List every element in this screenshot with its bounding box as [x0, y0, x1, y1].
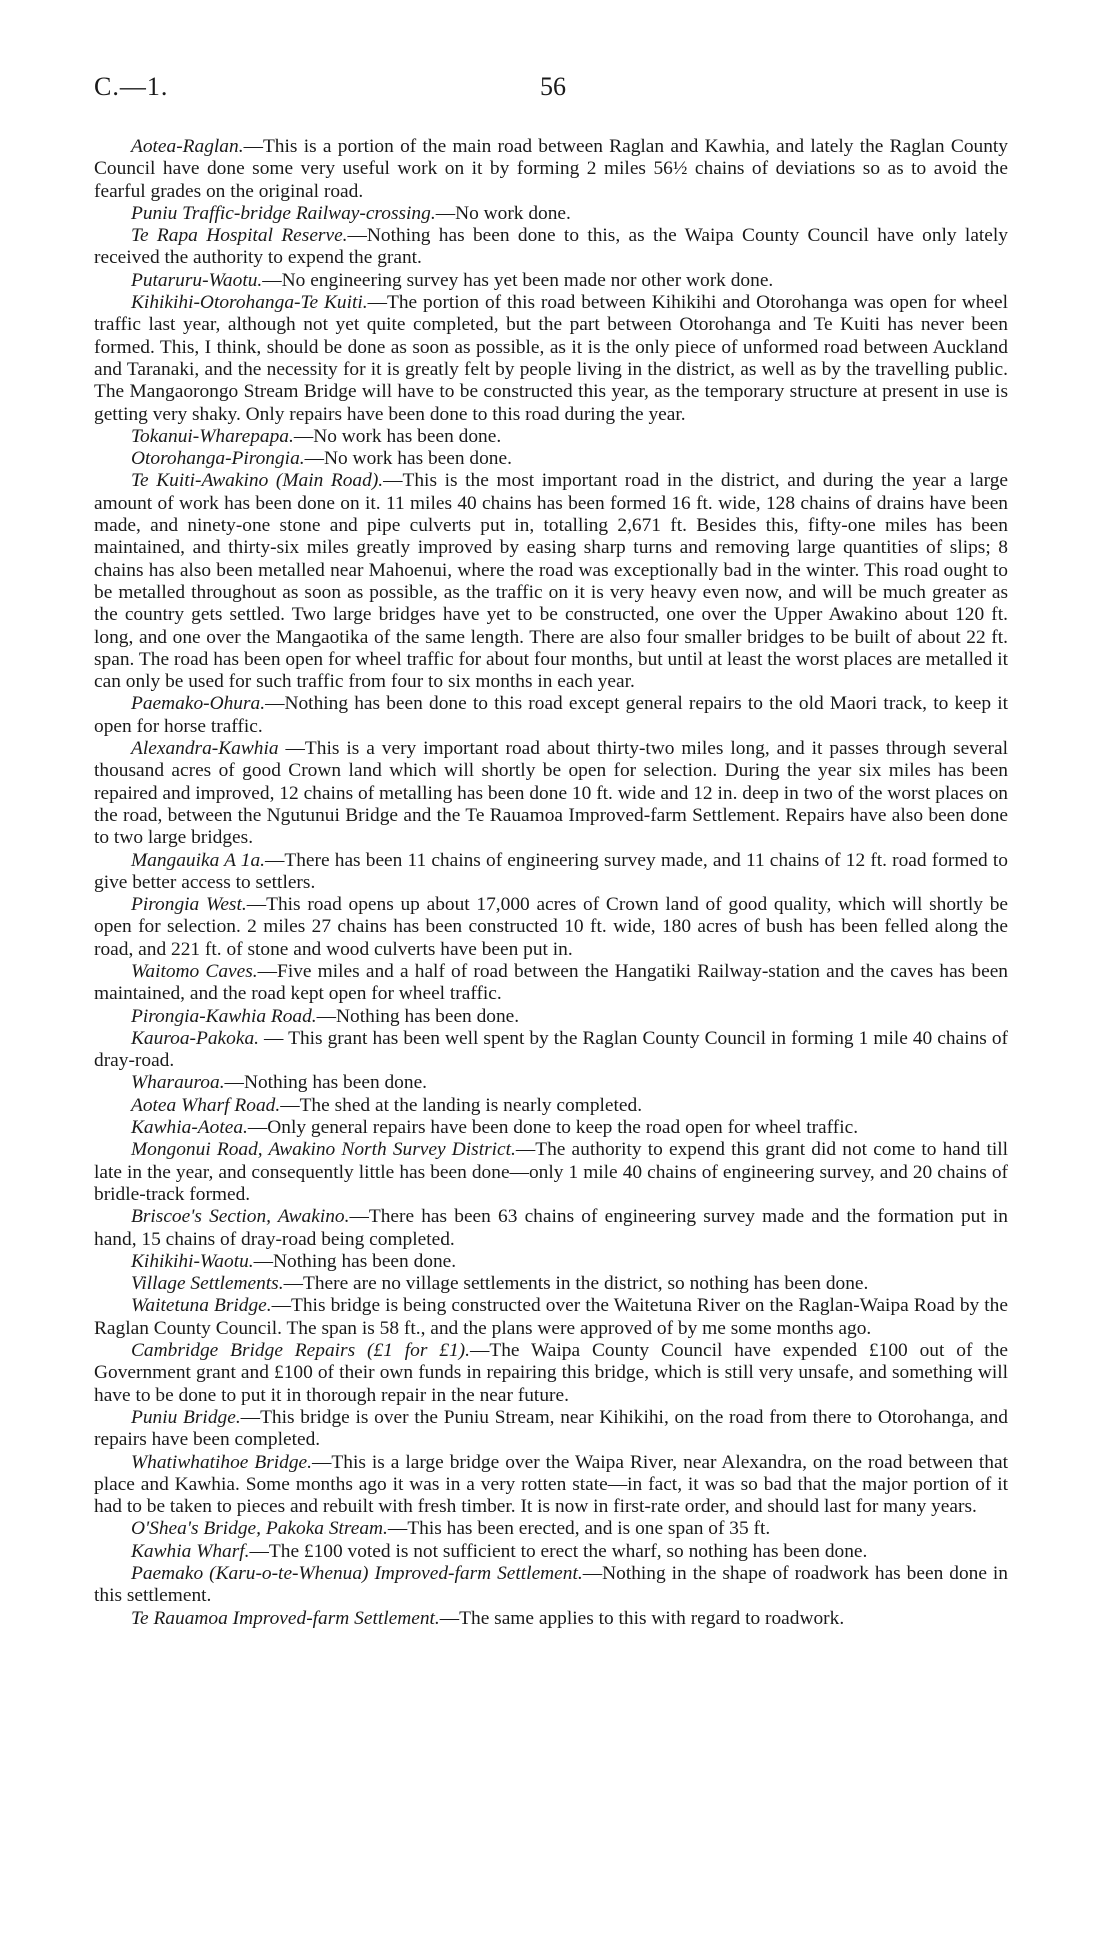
paragraph-text: —There has been 11 chains of engineering survey made, and 11 chains of 12 ft. road formed to give better access to settlers.: [94, 849, 1008, 893]
paragraph-text: —Nothing has been done to this, as the Waipa County Council have only lately received the authority to expend the grant.: [94, 225, 1008, 269]
paragraph-text: —This is a large bridge over the Waipa River, near Alexandra, on the road between that place and Kawhia. Some months ago it was in a very rotten state—in fact, it was so bad that the major portion of it had to be taken to pieces and rebuilt with fresh timber. It is now in first-rate order, and should last for many years.: [94, 1451, 1008, 1518]
report-paragraph: [94, 1251, 1008, 1273]
paragraph-title: Kauroa-Pakoka.: [131, 1027, 259, 1049]
paragraph-text: —The shed at the landing is nearly completed.: [280, 1094, 643, 1116]
paragraph-text: —This road opens up about 17,000 acres of Crown land of good quality, which will shortly be open for selection. 2 miles 27 chains has been constructed 10 ft. wide, 180 acres of bush has been felled along the road, and 221 ft. of stone and wood culverts have been put in.: [94, 894, 1008, 960]
report-paragraph: [94, 1072, 1008, 1094]
report-paragraph: [94, 1541, 1008, 1563]
paragraph-title: Tokanui-Wharepapa.: [131, 425, 294, 447]
paragraph-title: Kihikihi-Otorohanga-Te Kuiti.: [131, 292, 368, 314]
paragraph-title: Te Rauamoa Improved-farm Settlement.: [131, 1607, 440, 1629]
paragraph-text: —Nothing has been done.: [316, 1005, 520, 1027]
paragraph-text: —No work has been done.: [304, 448, 512, 470]
paragraph-text: —Only general repairs have been done to keep the road open for wheel traffic.: [247, 1117, 859, 1139]
paragraph-title: Te Kuiti-Awakino (Main Road).: [131, 470, 384, 492]
report-paragraph: [94, 1273, 1008, 1295]
paragraph-title: Pirongia West.: [131, 894, 247, 916]
report-paragraph: [94, 136, 1008, 203]
report-paragraph: [94, 961, 1008, 1006]
report-paragraph: [94, 270, 1008, 292]
report-paragraph: [94, 850, 1008, 895]
paragraph-text: —The authority to expend this grant did not come to hand till late in the year, and consequently little has been done—only 1 mile 40 chains of engineering survey, and 20 chains of bridle-track formed.: [94, 1139, 1008, 1205]
paragraph-title: O'Shea's Bridge, Pakoka Stream.: [131, 1518, 388, 1540]
paragraph-text: —No work has been done.: [293, 425, 502, 447]
report-paragraph: [94, 225, 1008, 270]
paragraph-title: Paemako (Karu-o-te-Whenua) Improved-farm Settlement.: [131, 1563, 583, 1584]
page-number: 56: [540, 72, 566, 101]
paragraph-title: Alexandra-Kawhia: [131, 738, 279, 760]
paragraph-title: Puniu Traffic-bridge Railway-crossing.: [131, 202, 436, 224]
paragraph-text: —The portion of this road between Kihikihi and Otorohanga was open for wheel traffic last year, although not yet quite completed, but the part between Otorohanga and Te Kuiti has never been formed. This, I think, should be done as soon as possible, as it is the only piece of unformed road between Auckland and Taranaki, and the necessity for it is greatly felt by people living in the district, as well as by the travelling public. The Mangaorongo Stream Bridge will have to be constructed this year, as the temporary structure at present in use is getting very shaky. Only repairs have been done to this road during the year.: [94, 292, 1008, 425]
paragraph-text: —Nothing has been done to this road except general repairs to the old Maori track, to keep it open for horse traffic.: [94, 693, 1008, 737]
report-body: [94, 136, 1008, 1630]
page-header: [94, 68, 1008, 120]
paragraph-title: Kawhia-Aotea.: [131, 1117, 248, 1139]
paragraph-text: —Nothing in the shape of roadwork has been done in this settlement.: [94, 1563, 1008, 1607]
report-paragraph: [94, 1563, 1008, 1608]
paragraph-text: —The £100 voted is not sufficient to erect the wharf, so nothing has been done.: [249, 1540, 868, 1562]
paragraph-title: Briscoe's Section, Awakino.: [131, 1206, 350, 1228]
paragraph-title: Kihikihi-Waotu.: [131, 1250, 254, 1272]
paragraph-title: Mongonui Road, Awakino North Survey District.: [131, 1139, 516, 1161]
report-paragraph: [94, 894, 1008, 961]
report-paragraph: [94, 203, 1008, 225]
paragraph-title: Aotea-Raglan.: [131, 136, 244, 157]
paragraph-title: Pirongia-Kawhia Road.: [131, 1005, 317, 1027]
paragraph-title: Waitetuna Bridge.: [131, 1295, 272, 1317]
report-paragraph: [94, 1206, 1008, 1251]
paragraph-text: — This grant has been well spent by the Raglan County Council in forming 1 mile 40 chains of dray-road.: [94, 1027, 1008, 1072]
paragraph-title: Puniu Bridge.: [131, 1406, 241, 1428]
report-paragraph: [94, 292, 1008, 426]
paragraph-text: —The Waipa County Council have expended £100 out of the Government grant and £100 of their own funds in repairing this bridge, which is still very unsafe, and something will have to be done to put it in thorough repair in the near future.: [94, 1340, 1008, 1406]
report-paragraph: [94, 1139, 1008, 1206]
report-paragraph: [94, 470, 1008, 693]
paragraph-title: Putaruru-Waotu.: [131, 269, 263, 291]
document-reference: C.—1.: [94, 72, 169, 101]
report-paragraph: [94, 1295, 1008, 1340]
paragraph-text: —This is the most important road in the district, and during the year a large amount of work has been done on it. 11 miles 40 chains has been formed 16 ft. wide, 128 chains of drains have been made, and ninety-one stone and pipe culverts put in, totalling 2,671 ft. Besides this, fifty-one miles has been maintained, and thirty-six miles greatly improved by easing sharp turns and removing large quantities of slips; 8 chains has also been metalled near Mahoenui, where the road was exceptionally bad in the winter. This road ought to be metalled throughout as soon as possible, as the traffic on it is very heavy even now, and will be much greater as the country gets settled. Two large bridges have yet to be constructed, one over the Upper Awakino about 120 ft. long, and one over the Mangaotika of the same length. There are also four smaller bridges to be built of about 22 ft. span. The road has been open for wheel traffic for about four months, but until at least the worst places are metalled it can only be used for such traffic from four to six months in each year.: [94, 470, 1008, 693]
report-paragraph: [94, 1340, 1008, 1407]
paragraph-text: —There has been 63 chains of engineering survey made and the formation put in hand, 15 chains of dray-road being completed.: [94, 1206, 1008, 1250]
paragraph-text: —Nothing has been done.: [224, 1072, 428, 1094]
report-paragraph: [94, 1006, 1008, 1028]
report-paragraph: [94, 693, 1008, 738]
paragraph-text: —Five miles and a half of road between the Hangatiki Railway-station and the caves has been maintained, and the road kept open for wheel traffic.: [94, 960, 1008, 1005]
paragraph-title: Waitomo Caves.: [131, 960, 258, 982]
paragraph-text: —This has been erected, and is one span of 35 ft.: [387, 1518, 771, 1540]
paragraph-text: —The same applies to this with regard to roadwork.: [439, 1607, 845, 1629]
paragraph-text: —Nothing has been done.: [253, 1250, 457, 1272]
report-paragraph: [94, 738, 1008, 849]
report-paragraph: [94, 1095, 1008, 1117]
paragraph-text: —There are no village settlements in the district, so nothing has been done.: [283, 1273, 869, 1295]
report-paragraph: [94, 1028, 1008, 1073]
paragraph-text: —This bridge is being constructed over the Waitetuna River on the Raglan-Waipa Road by the Raglan County Council. The span is 58 ft., and the plans were approved of by me some months ago.: [94, 1295, 1008, 1339]
paragraph-title: Whatiwhatihoe Bridge.: [131, 1451, 313, 1473]
report-paragraph: [94, 448, 1008, 470]
report-paragraph: [94, 426, 1008, 448]
paragraph-text: —No engineering survey has yet been made nor other work done.: [262, 269, 774, 291]
paragraph-title: Te Rapa Hospital Reserve.: [131, 225, 348, 247]
paragraph-title: Mangauika A 1a.: [131, 849, 265, 871]
paragraph-title: Otorohanga-Pirongia.: [131, 448, 305, 470]
report-paragraph: [94, 1452, 1008, 1519]
paragraph-title: Wharauroa.: [131, 1072, 225, 1094]
paragraph-text: —This bridge is over the Puniu Stream, near Kihikihi, on the road from there to Otorohanga, and repairs have been completed.: [94, 1406, 1008, 1451]
paragraph-title: Paemako-Ohura.: [131, 693, 266, 715]
paragraph-text: —No work done.: [435, 202, 571, 224]
paragraph-text: —This is a portion of the main road between Raglan and Kawhia, and lately the Raglan County Council have done some very useful work on it by forming 2 miles 56½ chains of deviations so as to avoid the fearful grades on the original road.: [94, 136, 1008, 202]
paragraph-title: Kawhia Wharf.: [131, 1540, 250, 1562]
paragraph-title: Cambridge Bridge Repairs (£1 for £1).: [131, 1340, 470, 1362]
paragraph-title: Village Settlements.: [131, 1273, 284, 1295]
report-paragraph: [94, 1608, 1008, 1630]
paragraph-text: —This is a very important road about thirty-two miles long, and it passes through several thousand acres of good Crown land which will shortly be open for selection. During the year six miles has been repaired and improved, 12 chains of metalling has been done 10 ft. wide and 12 in. deep in two of the worst places on the road, between the Ngutunui Bridge and the Te Rauamoa Improved-farm Settlement. Repairs have also been done to two large bridges.: [94, 738, 1008, 849]
report-paragraph: [94, 1518, 1008, 1540]
report-paragraph: [94, 1117, 1008, 1139]
report-paragraph: [94, 1407, 1008, 1452]
paragraph-title: Aotea Wharf Road.: [131, 1094, 281, 1116]
